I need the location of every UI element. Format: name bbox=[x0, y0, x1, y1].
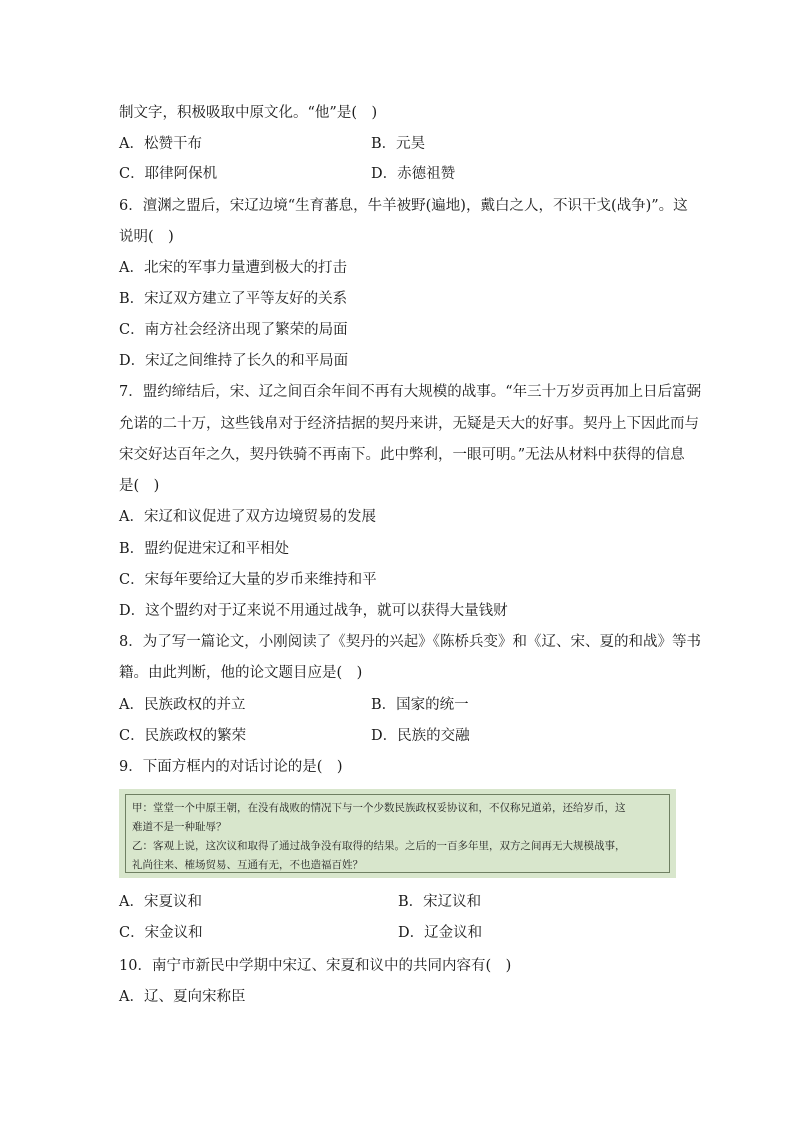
q5-option-d[interactable]: D．赤德祖赞 bbox=[371, 166, 456, 182]
q9-option-c[interactable]: C．宋金议和 bbox=[119, 925, 203, 941]
q8-stem-line1: 8．为了写一篇论文，小刚阅读了《契丹的兴起》《陈桥兵变》和《辽、宋、夏的和战》等书 bbox=[119, 634, 701, 650]
q7-option-a[interactable]: A．宋辽和议促进了双方边境贸易的发展 bbox=[119, 509, 376, 525]
q7-stem-line1: 7．盟约缔结后，宋、辽之间百余年间不再有大规模的战事。“年三十万岁贡再加上日后富弼 bbox=[119, 384, 702, 400]
q8-stem-line2: 籍。由此判断，他的论文题目应是( ) bbox=[119, 665, 363, 681]
q5-stem: 制文字，积极吸取中原文化。“他”是( ) bbox=[119, 105, 378, 121]
q7-option-c[interactable]: C．宋每年要给辽大量的岁币来维持和平 bbox=[119, 572, 377, 588]
q10-option-a[interactable]: A．辽、夏向宋称臣 bbox=[119, 989, 246, 1005]
q9-stem: 9．下面方框内的对话讨论的是( ) bbox=[119, 759, 343, 775]
q8-option-b[interactable]: B．国家的统一 bbox=[371, 697, 469, 713]
q5-option-b[interactable]: B．元昊 bbox=[371, 136, 426, 152]
q7-option-b[interactable]: B．盟约促进宋辽和平相处 bbox=[119, 541, 290, 557]
q9-option-b[interactable]: B．宋辽议和 bbox=[398, 894, 482, 910]
q7-stem-line4: 是( ) bbox=[119, 478, 160, 494]
q8-option-d[interactable]: D．民族的交融 bbox=[371, 728, 470, 744]
q6-option-b[interactable]: B．宋辽双方建立了平等友好的关系 bbox=[119, 291, 348, 307]
q7-option-d[interactable]: D．这个盟约对于辽来说不用通过战争，就可以获得大量钱财 bbox=[119, 603, 508, 619]
dialogue-line-2: 难道不是一种耻辱？ bbox=[132, 821, 227, 833]
q6-option-a[interactable]: A．北宋的军事力量遭到极大的打击 bbox=[119, 260, 347, 276]
q8-option-c[interactable]: C．民族政权的繁荣 bbox=[119, 728, 247, 744]
dialogue-box bbox=[119, 789, 676, 878]
q6-option-d[interactable]: D．宋辽之间维持了长久的和平局面 bbox=[119, 353, 349, 369]
dialogue-line-1: 甲：堂堂一个中原王朝，在没有战败的情况下与一个少数民族政权妥协议和，不仅称兄道弟，还给岁币，这 bbox=[132, 802, 626, 814]
q7-stem-line3: 宋交好达百年之久，契丹铁骑不再南下。此中弊利，一眼可明。”无法从材料中获得的信息 bbox=[119, 447, 685, 463]
q7-stem-line2: 允诺的二十万，这些钱帛对于经济拮据的契丹来讲，无疑是天大的好事。契丹上下因此而与 bbox=[119, 416, 699, 432]
dialogue-line-4: 礼尚往来、榷场贸易、互通有无，不也造福百姓？ bbox=[132, 859, 363, 871]
q8-option-a[interactable]: A．民族政权的并立 bbox=[119, 697, 246, 713]
q5-option-a[interactable]: A．松赞干布 bbox=[119, 136, 202, 152]
q9-option-d[interactable]: D．辽金议和 bbox=[398, 925, 483, 941]
q9-option-a[interactable]: A．宋夏议和 bbox=[119, 894, 202, 910]
dialogue-line-3: 乙：客观上说，这次议和取得了通过战争没有取得的结果。之后的一百多年里，双方之间再无大规模战事， bbox=[132, 840, 626, 852]
q6-option-c[interactable]: C．南方社会经济出现了繁荣的局面 bbox=[119, 322, 348, 338]
q10-stem: 10．南宁市新民中学期中宋辽、宋夏和议中的共同内容有( ) bbox=[119, 958, 512, 974]
q5-option-c[interactable]: C．耶律阿保机 bbox=[119, 166, 218, 182]
q6-stem-line2: 说明( ) bbox=[119, 229, 174, 245]
dialogue-box-frame bbox=[125, 794, 670, 873]
q6-stem-line1: 6．澶渊之盟后，宋辽边境“生育蕃息，牛羊被野(遍地)，戴白之人，不识干戈(战争)”。这 bbox=[119, 198, 688, 214]
